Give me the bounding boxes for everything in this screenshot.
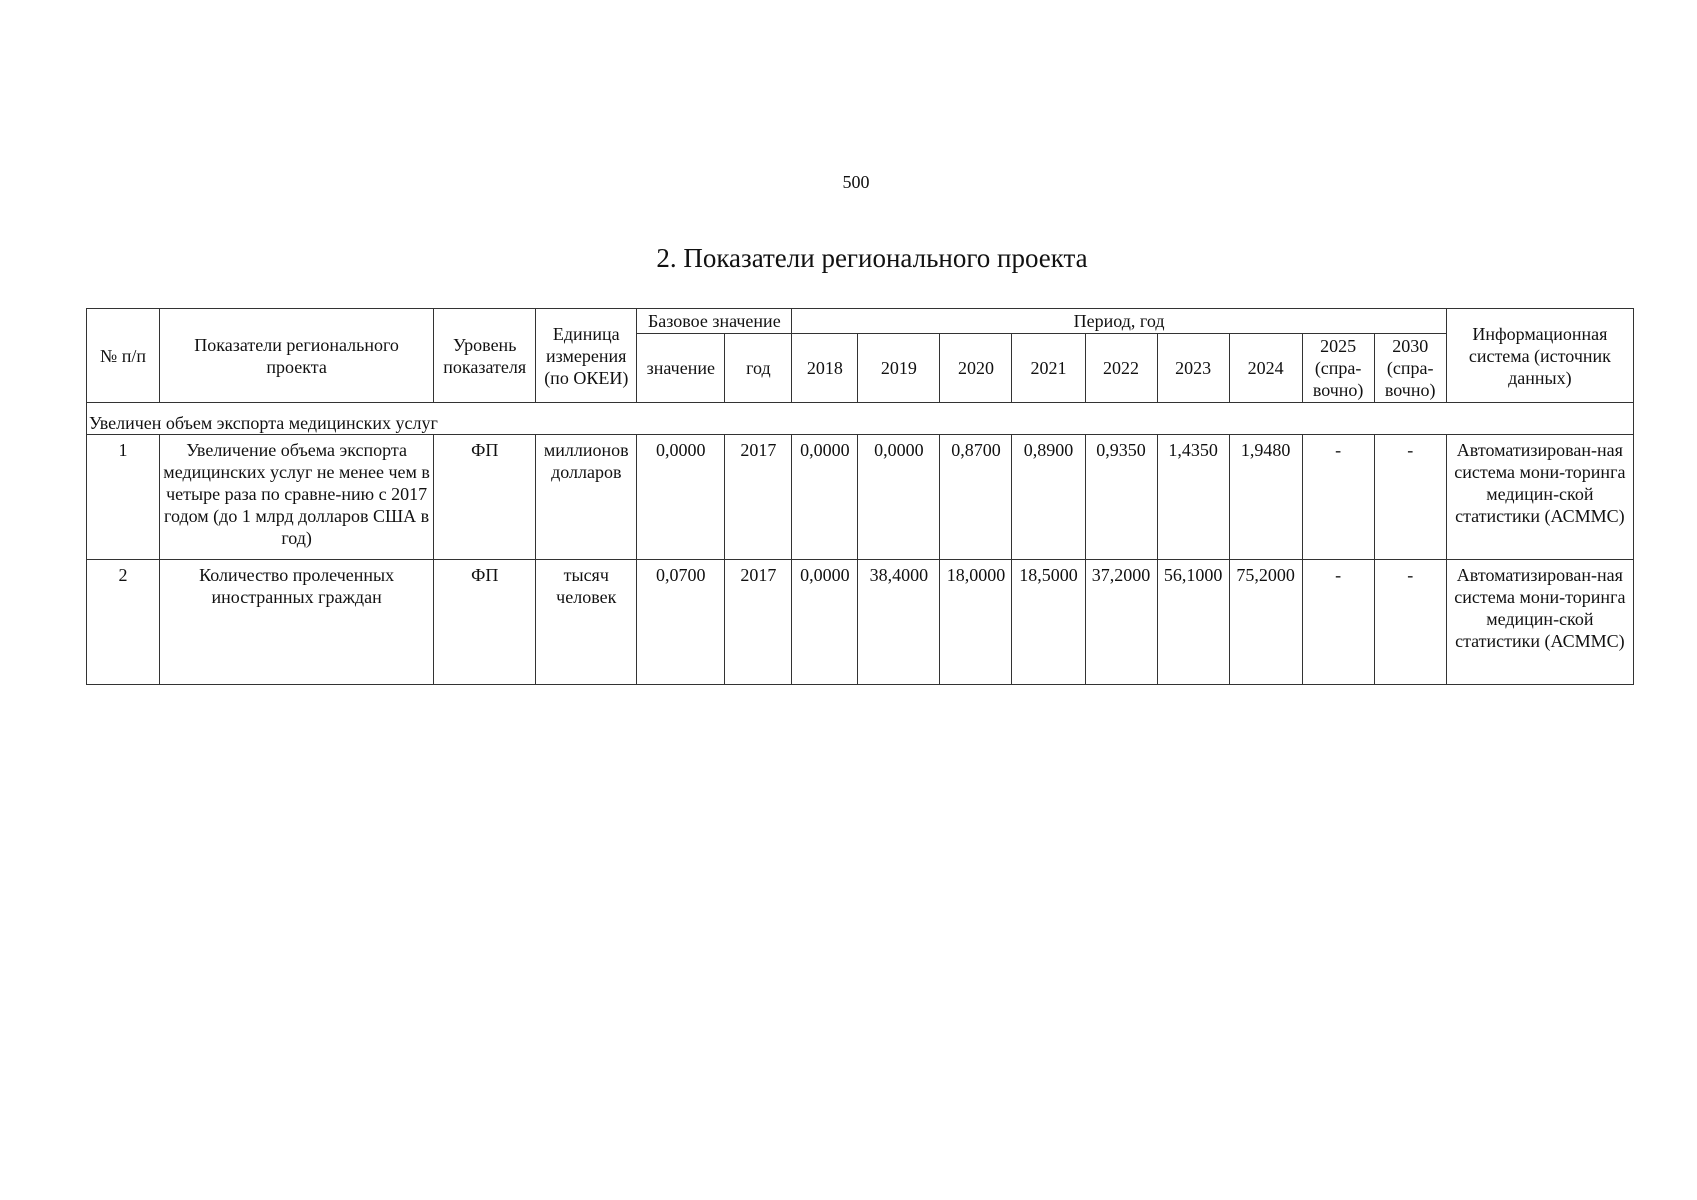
- section-title: 2. Показатели регионального проекта: [656, 243, 1088, 273]
- cell-2030: -: [1374, 435, 1446, 560]
- cell-2022: 37,2000: [1085, 560, 1157, 685]
- header-year-2021: 2021: [1012, 334, 1085, 403]
- cell-2030: -: [1374, 560, 1446, 685]
- cell-2018: 0,0000: [792, 560, 858, 685]
- cell-2019: 0,0000: [858, 435, 940, 560]
- cell-source: Автоматизирован-ная система мони-торинга медицин-ской статистики (АСММС): [1446, 560, 1633, 685]
- cell-2020: 0,8700: [940, 435, 1012, 560]
- header-level: Уровень показателя: [434, 309, 536, 403]
- cell-base-year: 2017: [725, 435, 792, 560]
- cell-source: Автоматизирован-ная система мони-торинга медицин-ской статистики (АСММС): [1446, 435, 1633, 560]
- header-base-value: значение: [637, 334, 725, 403]
- cell-2021: 0,8900: [1012, 435, 1085, 560]
- cell-base-year: 2017: [725, 560, 792, 685]
- cell-2021: 18,5000: [1012, 560, 1085, 685]
- cell-2023: 1,4350: [1157, 435, 1229, 560]
- cell-2023: 56,1000: [1157, 560, 1229, 685]
- cell-level: ФП: [434, 560, 536, 685]
- cell-2024: 75,2000: [1229, 560, 1302, 685]
- section-row-label: Увеличен объем экспорта медицинских услуг: [87, 403, 1634, 435]
- cell-level: ФП: [434, 435, 536, 560]
- cell-2022: 0,9350: [1085, 435, 1157, 560]
- page-number: 500: [842, 172, 870, 192]
- header-indicator: Показатели регионального проекта: [160, 309, 434, 403]
- header-unit: Единица измерения (по ОКЕИ): [536, 309, 637, 403]
- cell-num: 2: [87, 560, 160, 685]
- header-year-2018: 2018: [792, 334, 858, 403]
- cell-base-value: 0,0700: [637, 560, 725, 685]
- cell-2025: -: [1302, 560, 1374, 685]
- table-row: [87, 435, 1634, 560]
- cell-2025: -: [1302, 435, 1374, 560]
- header-num: № п/п: [87, 309, 160, 403]
- cell-unit: миллионов долларов: [536, 435, 637, 560]
- header-year-2030: 2030 (спра-вочно): [1374, 334, 1446, 403]
- cell-2018: 0,0000: [792, 435, 858, 560]
- cell-unit: тысяч человек: [536, 560, 637, 685]
- header-year-2024: 2024: [1229, 334, 1302, 403]
- indicators-table: [86, 308, 1634, 685]
- header-period: Период, год: [792, 309, 1446, 334]
- table-row: [87, 560, 1634, 685]
- header-year-2022: 2022: [1085, 334, 1157, 403]
- cell-indicator: Увеличение объема экспорта медицинских услуг не менее чем в четыре раза по сравне-нию с 2017 годом (до 1 млрд долларов США в год): [160, 435, 434, 560]
- header-source: Информационная система (источник данных): [1446, 309, 1633, 403]
- header-row-1: [87, 309, 1634, 334]
- header-year-2023: 2023: [1157, 334, 1229, 403]
- header-base: Базовое значение: [637, 309, 792, 334]
- cell-num: 1: [87, 435, 160, 560]
- header-year-2025: 2025 (спра-вочно): [1302, 334, 1374, 403]
- header-year-2019: 2019: [858, 334, 940, 403]
- cell-base-value: 0,0000: [637, 435, 725, 560]
- header-year-2020: 2020: [940, 334, 1012, 403]
- cell-2020: 18,0000: [940, 560, 1012, 685]
- section-row: [87, 403, 1634, 435]
- cell-indicator: Количество пролеченных иностранных граждан: [160, 560, 434, 685]
- cell-2019: 38,4000: [858, 560, 940, 685]
- header-base-year: год: [725, 334, 792, 403]
- cell-2024: 1,9480: [1229, 435, 1302, 560]
